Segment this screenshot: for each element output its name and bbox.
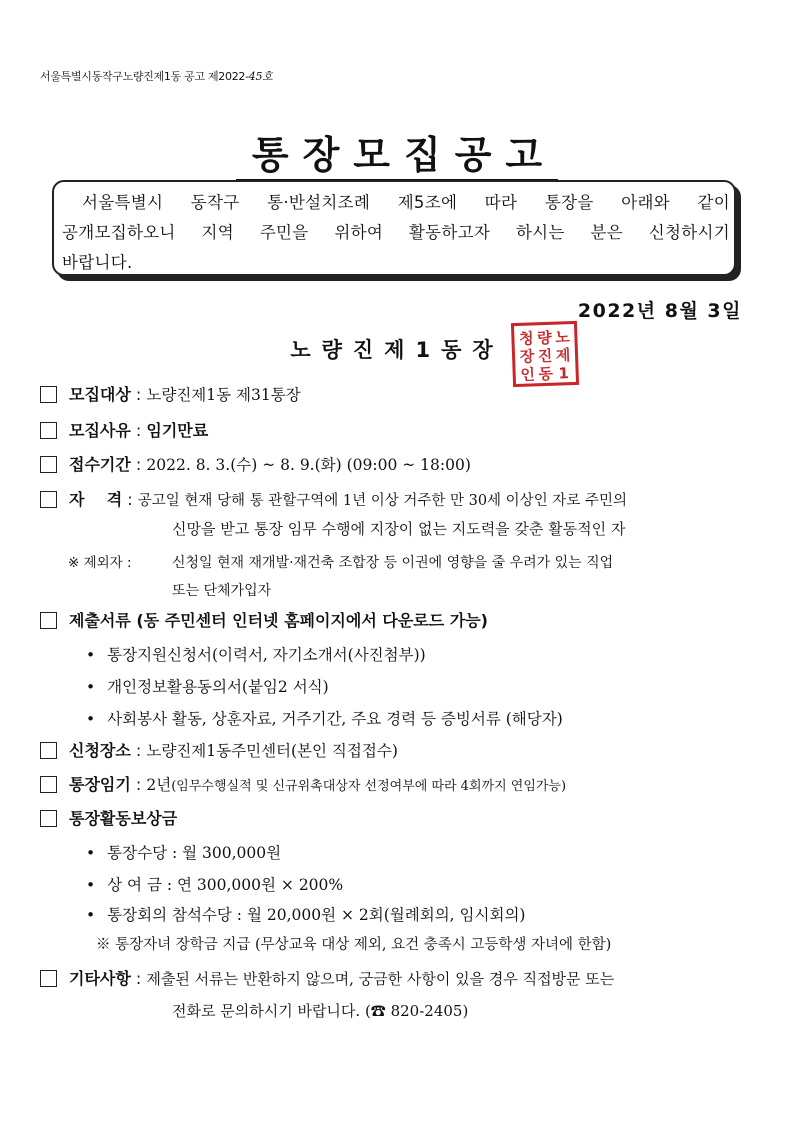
document-item: • 개인정보활용동의서(붙임2 서식) [86,674,329,700]
section-label: 제출서류 (동 주민센터 인터넷 홈페이지에서 다운로드 가능) [69,611,488,630]
intro-box [52,180,736,276]
section-label: 자 격 [69,490,123,509]
qualification-line-2: 신망을 받고 통장 임무 수행에 지장이 없는 지도력을 갖춘 활동적인 자 [172,520,626,538]
notice-number-handwritten: 45호 [248,70,273,83]
intro-line-3: 바랍니다. [62,253,133,272]
compensation-item: • 상 여 금 : 연 300,000원 × 200% [86,872,343,898]
section-target: 모집대상 : 노량진제1동 제31통장 [40,382,760,408]
checkbox-icon [40,422,57,439]
checkbox-icon [40,456,57,473]
section-value: 제출된 서류는 반환하지 않으며, 궁금한 사항이 있을 경우 직접방문 또는 [146,970,615,988]
section-qualification: 자 격 : 공고일 현재 당해 통 관할구역에 1년 이상 거주한 만 30세 이상인 자로 주민의 [40,487,760,514]
section-etc: 기타사항 : 제출된 서류는 반환하지 않으며, 궁금한 사항이 있을 경우 직접방문 또는 [40,966,760,992]
compensation-item: • 통장회의 참석수당 : 월 20,000원 × 2회(월례회의, 임시회의) [86,902,525,928]
exclusion-label: ※ 제외자 : [68,555,132,571]
notice-number [40,68,273,84]
intro-text [62,188,730,278]
section-label: 모집사유 [69,421,131,440]
notice-number-text: 서울특별시동작구노량진제1동 공고 제2022- [40,70,249,83]
section-value: 노량진제1동 제31통장 [146,386,301,404]
checkbox-icon [40,810,57,827]
issuer-name: 노량진제1동장 [290,338,504,362]
section-value: 2022. 8. 3.(수) ~ 8. 9.(화) (09:00 ~ 18:00) [146,456,471,474]
exclusion-line-2: 또는 단체가입자 [172,583,272,599]
etc-line-2: 전화로 문의하시기 바랍니다. (☎ 820-2405) [172,1002,469,1020]
checkbox-icon [40,970,57,987]
section-period: 접수기간 : 2022. 8. 3.(수) ~ 8. 9.(화) (09:00 ~ 18:00) [40,452,760,478]
checkbox-icon [40,386,57,403]
section-label: 접수기간 [69,455,131,474]
section-value: 임기만료 [146,421,209,440]
intro-line-2: 공개모집하오니 지역 주민을 위하여 활동하고자 하시는 분은 신청하시기 [62,223,730,242]
page-title: 통장모집공고 [0,124,794,179]
section-label: 기타사항 [69,969,131,988]
section-value: 2년 [146,776,172,794]
checkbox-icon [40,612,57,629]
document-item: • 통장지원신청서(이력서, 자기소개서(사진첨부)) [86,642,426,668]
section-label: 신청장소 [69,741,131,760]
exclusion-line-1: 신청일 현재 재개발·재건축 조합장 등 이권에 영향을 줄 우려가 있는 직업 [172,555,614,571]
section-label: 통장임기 [69,775,131,794]
compensation-item: • 통장수당 : 월 300,000원 [86,840,281,866]
intro-line-1: 서울특별시 동작구 통·반설치조례 제5조에 따라 통장을 아래와 같이 [82,193,730,212]
checkbox-icon [40,776,57,793]
section-value: 공고일 현재 당해 통 관할구역에 1년 이상 거주한 만 30세 이상인 자로 주민의 [137,493,627,509]
checkbox-icon [40,742,57,759]
term-note: (임무수행실적 및 신규위촉대상자 선정여부에 따라 4회까지 연임가능) [171,779,567,794]
section-term: 통장임기 : 2년(임무수행실적 및 신규위촉대상자 선정여부에 따라 4회까지 연임가능) [40,772,760,800]
notice-date: 2022년 8월 3일 [577,300,742,322]
section-documents [40,608,760,634]
section-reason: 모집사유 : 임기만료 [40,418,760,444]
compensation-note: ※ 통장자녀 장학금 지급 (무상교육 대상 제외, 요건 충족시 고등학생 자녀에 한함) [96,937,612,953]
section-compensation [40,806,760,832]
section-label: 통장활동보상금 [69,809,178,828]
section-label: 모집대상 [69,385,131,404]
section-place: 신청장소 : 노량진제1동주민센터(본인 직접접수) [40,738,760,764]
document-item: • 사회봉사 활동, 상훈자료, 거주기간, 주요 경력 등 증빙서류 (해당자) [86,706,563,732]
official-seal: 청 량 노 장 진 제 인 동 1 [511,321,579,387]
section-value: 노량진제1동주민센터(본인 직접접수) [146,742,398,760]
checkbox-icon [40,491,57,508]
